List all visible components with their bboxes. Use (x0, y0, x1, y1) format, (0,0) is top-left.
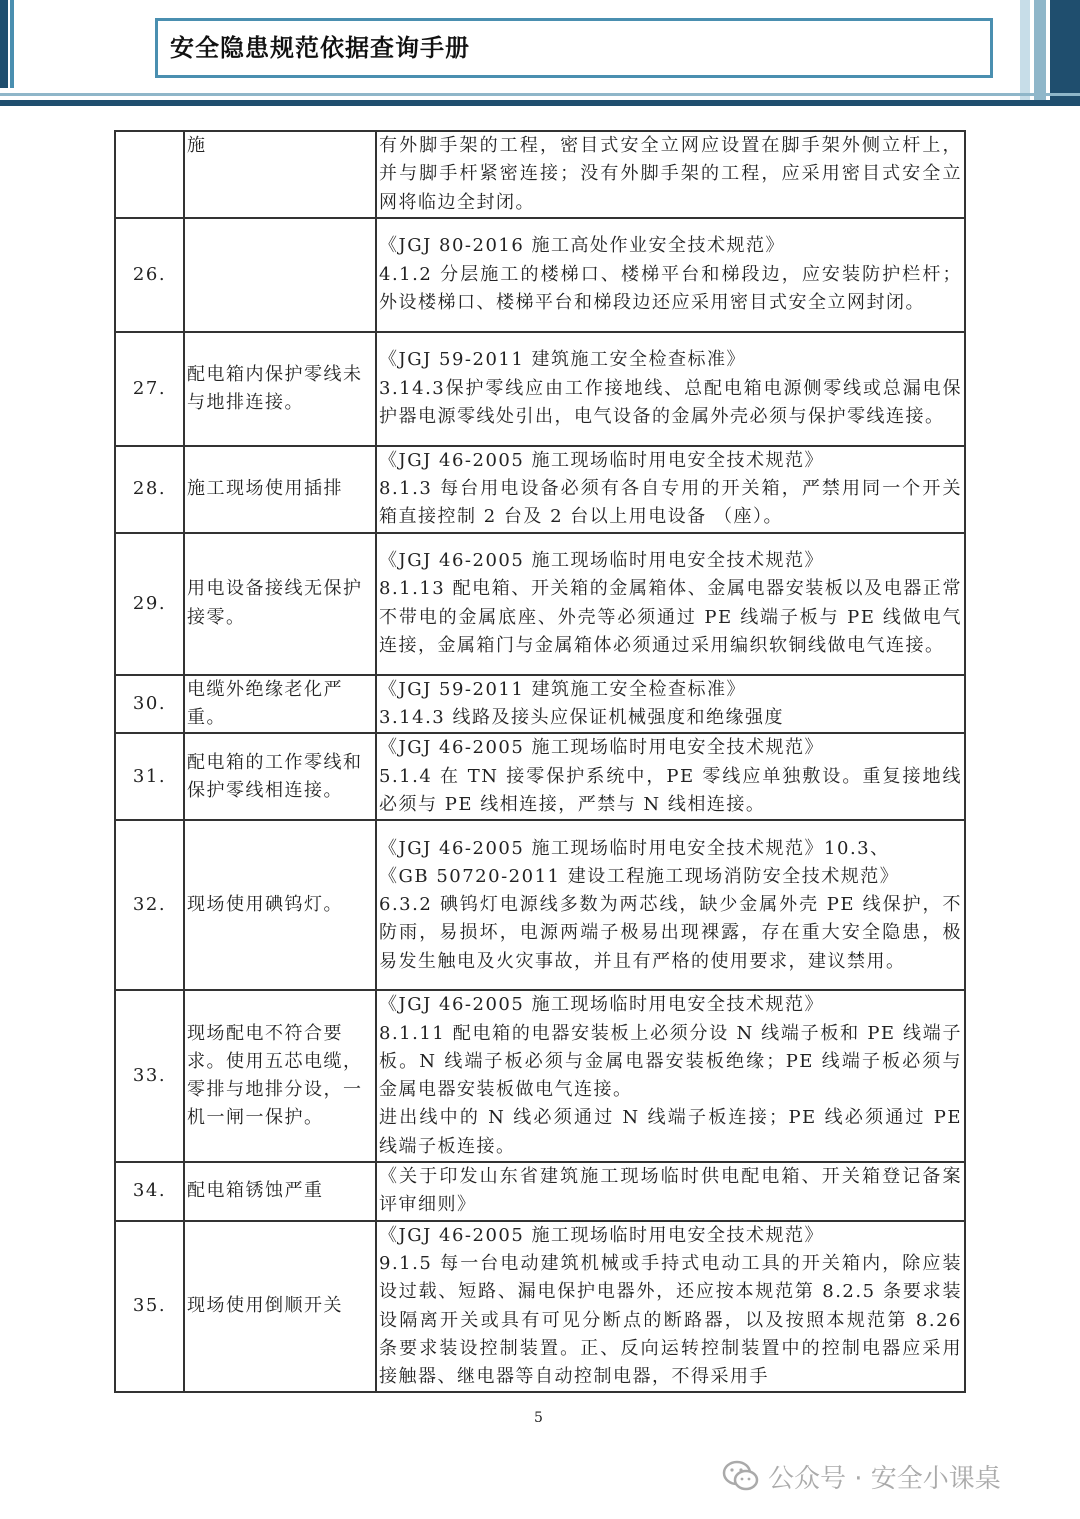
regulation-basis: 《JGJ 59-2011 建筑施工安全检查标准》 3.14.3保护零线应由工作接地线、总配电箱电源侧零线或总漏电保护器电源零线处引出，电气设备的金属外壳必须与保护零线连接。 (376, 332, 965, 446)
hazard-description: 现场使用倒顺开关 (184, 1221, 376, 1393)
row-number: 27. (115, 332, 184, 446)
row-number: 33. (115, 990, 184, 1162)
regulation-basis: 《JGJ 80-2016 施工高处作业安全技术规范》 4.1.2 分层施工的楼梯口、楼梯平台和梯段边，应安装防护栏杆；外设楼梯口、楼梯平台和梯段边还应采用密目式安全立网封闭。 (376, 218, 965, 332)
regulation-basis: 《JGJ 46-2005 施工现场临时用电安全技术规范》 9.1.5 每一台电动建筑机械或手持式电动工具的开关箱内，除应装设过载、短路、漏电保护电器外，还应按本规范第 8.2.5 条要求装设隔离开关或具有可见分断点的断路器，以及按照本规范第 8.26 条要求装设控制装置。正、反向运转控制装置中的控制电器应采用接触器、继电器等自动控制电器，不得采用手 (376, 1221, 965, 1393)
regulation-basis: 《JGJ 46-2005 施工现场临时用电安全技术规范》 8.1.13 配电箱、开关箱的金属箱体、金属电器安装板以及电器正常不带电的金属底座、外壳等必须通过 PE 线端子板与 PE 线做电气连接，金属箱门与金属箱体必须通过采用编织软铜线做电气连接。 (376, 533, 965, 675)
table-row (115, 1162, 965, 1221)
row-number (115, 131, 184, 218)
header-stripe (1050, 0, 1080, 100)
hazard-description: 用电设备接线无保护接零。 (184, 533, 376, 675)
header-rule (0, 100, 1080, 106)
hazard-description: 配电箱内保护零线未与地排连接。 (184, 332, 376, 446)
row-number: 28. (115, 446, 184, 533)
row-number: 29. (115, 533, 184, 675)
hazard-description: 现场配电不符合要求。使用五芯电缆，零排与地排分设，一机一闸一保护。 (184, 990, 376, 1162)
watermark (722, 1456, 1001, 1496)
table-row (115, 332, 965, 446)
regulation-basis: 《JGJ 46-2005 施工现场临时用电安全技术规范》 8.1.11 配电箱的电器安装板上必须分设 N 线端子板和 PE 线端子板。N 线端子板必须与金属电器安装板绝缘；PE 线端子板必须与金属电器安装板做电气连接。 进出线中的 N 线必须通过 N 线端子板连接；PE 线必须通过 PE 线端子板连接。 (376, 990, 965, 1162)
hazard-description (184, 218, 376, 332)
table-row (115, 733, 965, 820)
header-rule (0, 93, 1080, 96)
hazard-description: 配电箱锈蚀严重 (184, 1162, 376, 1221)
header-stripe (10, 0, 14, 88)
hazard-description: 施 (184, 131, 376, 218)
row-number: 31. (115, 733, 184, 820)
regulation-basis: 《关于印发山东省建筑施工现场临时供电配电箱、开关箱登记备案评审细则》 (376, 1162, 965, 1221)
table-row (115, 218, 965, 332)
row-number: 34. (115, 1162, 184, 1221)
hazard-description: 施工现场使用插排 (184, 446, 376, 533)
page-number: 5 (534, 1410, 543, 1426)
page-title: 安全隐患规范依据查询手册 (170, 34, 470, 62)
watermark-label: 公众号 · 安全小课桌 (768, 1463, 1001, 1494)
hazard-description: 配电箱的工作零线和保护零线相连接。 (184, 733, 376, 820)
header-stripe (1020, 0, 1030, 100)
row-number: 26. (115, 218, 184, 332)
table-row (115, 990, 965, 1162)
header-stripe (0, 0, 8, 88)
wechat-icon (722, 1460, 760, 1492)
table-row (115, 1221, 965, 1393)
header-stripe (1034, 0, 1046, 100)
row-number: 32. (115, 820, 184, 990)
hazard-description: 电缆外绝缘老化严重。 (184, 675, 376, 734)
table-row (115, 131, 965, 218)
regulation-basis: 《JGJ 59-2011 建筑施工安全检查标准》 3.14.3 线路及接头应保证机械强度和绝缘强度 (376, 675, 965, 734)
row-number: 30. (115, 675, 184, 734)
table-row (115, 533, 965, 675)
regulation-basis: 《JGJ 46-2005 施工现场临时用电安全技术规范》 8.1.3 每台用电设备必须有各自专用的开关箱，严禁用同一个开关箱直接控制 2 台及 2 台以上用电设备 （座）。 (376, 446, 965, 533)
regulation-basis: 《JGJ 46-2005 施工现场临时用电安全技术规范》10.3、 《GB 50720-2011 建设工程施工现场消防安全技术规范》 6.3.2 碘钨灯电源线多数为两芯线，缺少金属外壳 PE 线保护，不防雨，易损坏，电源两端子极易出现裸露，存在重大安全隐患，极易发生触电及火灾事故，并且有严格的使用要求，建议禁用。 (376, 820, 965, 990)
regulation-table (114, 130, 966, 1393)
regulation-basis: 有外脚手架的工程，密目式安全立网应设置在脚手架外侧立杆上，并与脚手杆紧密连接；没有外脚手架的工程，应采用密目式安全立网将临边全封闭。 (376, 131, 965, 218)
regulation-basis: 《JGJ 46-2005 施工现场临时用电安全技术规范》 5.1.4 在 TN 接零保护系统中，PE 零线应单独敷设。重复接地线必须与 PE 线相连接，严禁与 N 线相连接。 (376, 733, 965, 820)
row-number: 35. (115, 1221, 184, 1393)
table-row (115, 820, 965, 990)
table-row (115, 675, 965, 734)
table-row (115, 446, 965, 533)
hazard-description: 现场使用碘钨灯。 (184, 820, 376, 990)
